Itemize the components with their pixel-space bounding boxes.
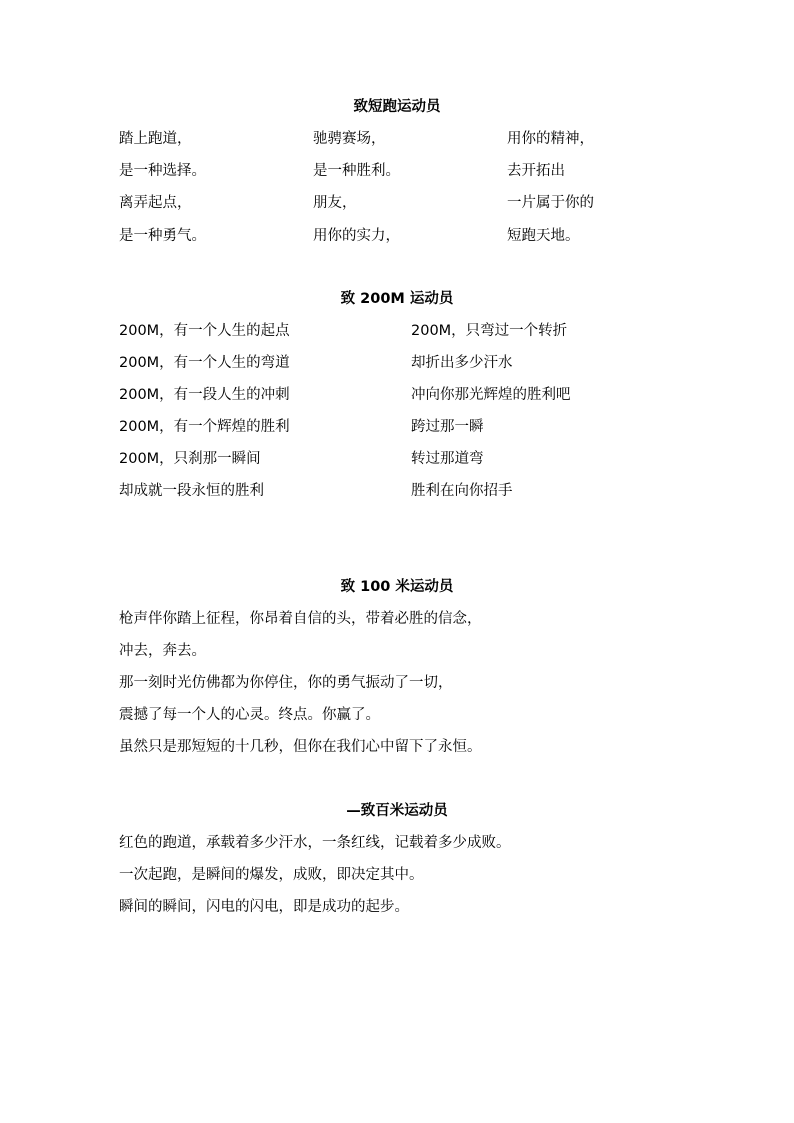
poem-line: 去开拓出 <box>507 163 565 179</box>
poem-line: 是一种勇气。 <box>119 228 206 244</box>
section-title: 致短跑运动员 <box>353 99 441 115</box>
poem-line: 枪声伴你踏上征程，你昂着自信的头，带着必胜的信念， <box>119 611 482 627</box>
poem-line: 一片属于你的 <box>507 195 594 211</box>
poem-line: 胜利在向你招手 <box>411 483 513 499</box>
poem-line: 200M，有一个人生的弯道 <box>119 355 290 371</box>
poem-line: 转过那道弯 <box>411 451 484 467</box>
poem-line: 虽然只是那短短的十几秒，但你在我们心中留下了永恒。 <box>119 739 482 755</box>
poem-line: 一次起跑，是瞬间的爆发，成败，即决定其中。 <box>119 867 424 883</box>
poem-line: 用你的实力， <box>313 228 400 244</box>
poem-line: 200M，有一段人生的冲刺 <box>119 387 290 403</box>
poem-line: 短跑天地。 <box>507 228 580 244</box>
poem-line: 震撼了每一个人的心灵。终点。你赢了。 <box>119 707 380 723</box>
poem-line: 那一刻时光仿佛都为你停住，你的勇气振动了一切， <box>119 675 453 691</box>
poem-line: 用你的精神， <box>507 131 594 147</box>
poem-line: 却成就一段永恒的胜利 <box>119 483 264 499</box>
poem-line: 红色的跑道，承载着多少汗水，一条红线，记载着多少成败。 <box>119 835 511 851</box>
poem-line: 200M，有一个辉煌的胜利 <box>119 419 290 435</box>
poem-line: 冲向你那光辉煌的胜利吧 <box>411 387 571 403</box>
poem-line: 冲去，奔去。 <box>119 643 206 659</box>
poem-line: 200M，只弯过一个转折 <box>411 323 568 339</box>
section-title: 致 200M 运动员 <box>340 291 454 307</box>
poem-line: 跨过那一瞬 <box>411 419 484 435</box>
section-title: 致 100 米运动员 <box>340 579 454 595</box>
poem-line: 离弄起点， <box>119 195 192 211</box>
poem-line: 是一种胜利。 <box>313 163 400 179</box>
section-title: —致百米运动员 <box>346 803 448 819</box>
poem-line: 是一种选择。 <box>119 163 206 179</box>
poem-line: 200M，有一个人生的起点 <box>119 323 290 339</box>
poem-line: 驰骋赛场， <box>313 131 386 147</box>
poem-line: 却折出多少汗水 <box>411 355 513 371</box>
poem-line: 200M，只刹那一瞬间 <box>119 451 261 467</box>
poem-line: 朋友， <box>313 195 357 211</box>
poem-line: 瞬间的瞬间，闪电的闪电，即是成功的起步。 <box>119 899 409 915</box>
poem-line: 踏上跑道， <box>119 131 192 147</box>
